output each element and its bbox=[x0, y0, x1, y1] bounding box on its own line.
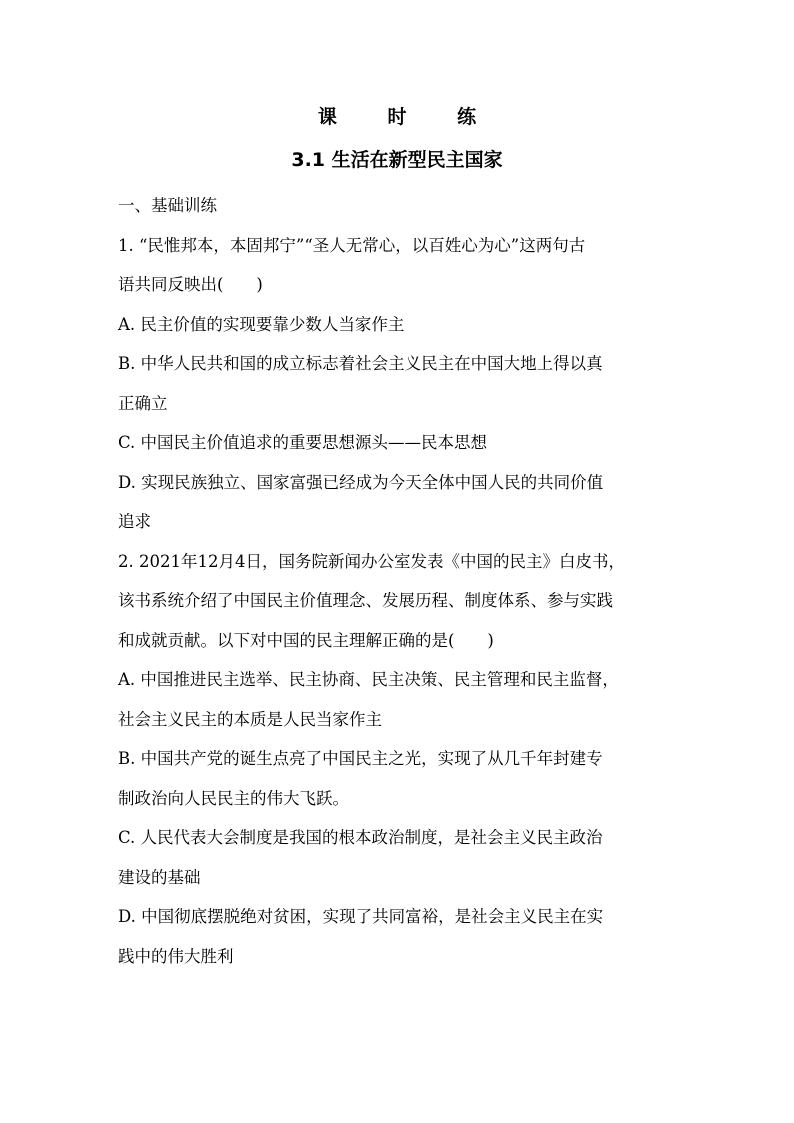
question-1-option-b-line-2: 正确立 bbox=[118, 393, 168, 413]
question-2-stem-line-3: 和成就贡献。以下对中国的民主理解正确的是( ) bbox=[118, 630, 494, 650]
question-2-option-d-line-2: 践中的伟大胜利 bbox=[118, 946, 234, 966]
question-1-option-d-line-2: 追求 bbox=[118, 512, 151, 531]
question-2-option-c-line-1: C. 人民代表大会制度是我国的根本政治制度，是社会主义民主政治 bbox=[118, 828, 603, 847]
question-2-stem-line-1: 2. 2021年12月4日，国务院新闻办公室发表《中国的民主》白皮书， bbox=[118, 551, 625, 571]
question-1-stem-line-2: 语共同反映出( ) bbox=[118, 275, 263, 294]
question-2 bbox=[118, 542, 688, 977]
question-2-option-b-line-1: B. 中国共产党的诞生点亮了中国民主之光，实现了从几千年封建专 bbox=[118, 749, 603, 768]
question-2-option-b-line-2: 制政治向人民民主的伟大飞跃。 bbox=[118, 788, 349, 808]
question-1-option-a: A. 民主价值的实现要靠少数人当家作主 bbox=[118, 314, 405, 334]
question-1-option-c: C. 中国民主价值追求的重要思想源头——民本思想 bbox=[118, 433, 488, 452]
question-1-option-b-line-1: B. 中华人民共和国的成立标志着社会主义民主在中国大地上得以真 bbox=[118, 354, 603, 373]
page-title: 课 时 练 bbox=[317, 106, 499, 128]
exercise-content bbox=[118, 186, 688, 976]
section-heading: 一、基础训练 bbox=[118, 196, 217, 215]
question-2-stem-line-2: 该书系统介绍了中国民主价值理念、发展历程、制度体系、参与实践 bbox=[118, 591, 613, 610]
question-1 bbox=[118, 226, 688, 542]
question-1-option-d-line-1: D. 实现民族独立、国家富强已经成为今天全体中国人民的共同价值 bbox=[118, 472, 604, 492]
question-1-stem-line-1: 1. “民惟邦本，本固邦宁”“圣人无常心，以百姓心为心”这两句古 bbox=[118, 235, 586, 255]
lesson-subtitle: 3.1 生活在新型民主国家 bbox=[291, 149, 503, 171]
question-2-option-d-line-1: D. 中国彻底摆脱绝对贫困，实现了共同富裕，是社会主义民主在实 bbox=[118, 907, 604, 926]
question-2-option-a-line-2: 社会主义民主的本质是人民当家作主 bbox=[118, 709, 382, 729]
question-2-option-a-line-1: A. 中国推进民主选举、民主协商、民主决策、民主管理和民主监督， bbox=[118, 670, 619, 689]
question-2-option-c-line-2: 建设的基础 bbox=[118, 867, 201, 887]
